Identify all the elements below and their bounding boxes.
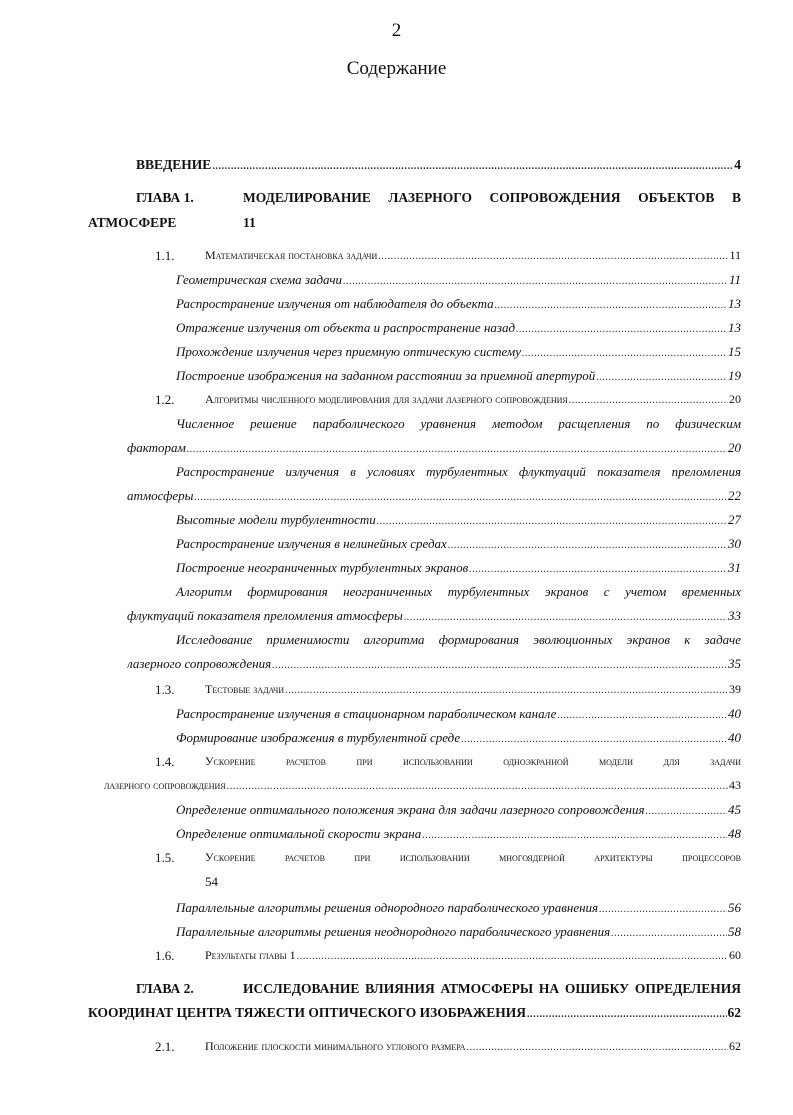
toc-entry-1-5-b[interactable] [176, 924, 741, 940]
toc-page: 13 [728, 320, 741, 335]
toc-page: 19 [728, 368, 741, 383]
toc-entry-1-5-a[interactable] [176, 900, 741, 916]
toc-label: Результаты главы 1 [205, 948, 296, 962]
toc-leader [272, 660, 727, 671]
toc-entry-1-1[interactable] [205, 248, 741, 263]
toc-label: Формирование изображения в турбулентной среде [176, 730, 461, 745]
toc-label: Определение оптимальной скорости экрана [176, 826, 422, 841]
toc-leader [448, 540, 727, 551]
toc-label: лазерного сопровождения [104, 778, 226, 792]
toc-leader [377, 516, 727, 527]
toc-page: 13 [728, 296, 741, 311]
toc-entry-1-3-a[interactable] [176, 706, 741, 722]
toc-label: Распространение излучения в стационарном параболическом канале [176, 706, 557, 721]
toc-page: 62 [729, 1039, 741, 1053]
toc-page: 39 [729, 682, 741, 696]
toc-page: 33 [728, 608, 741, 623]
toc-leader [522, 348, 727, 359]
toc-leader [194, 492, 727, 503]
toc-page: 22 [728, 488, 741, 503]
toc-leader [378, 251, 728, 262]
toc-page: 31 [728, 560, 741, 575]
toc-entry-1-4-line1[interactable]: Ускорение расчетов при использовании одноэкранной модели для задачи [205, 754, 741, 768]
toc-page: 48 [728, 826, 741, 841]
toc-entry-1-2-d[interactable] [176, 536, 741, 552]
toc-entry-1-1-b[interactable] [176, 296, 741, 312]
page-title: Содержание [346, 58, 447, 79]
toc-entry-1-5-line1[interactable]: Ускорение расчетов при использовании многоядерной архитектуры процессоров [205, 850, 741, 864]
toc-page: 11 [728, 272, 741, 287]
toc-page: 11 [729, 248, 741, 262]
toc-label: Прохождение излучения через приемную оптическую систему [176, 344, 521, 359]
toc-entry-1-2-b-line1[interactable]: Распространение излучения в условиях турбулентных флуктуаций показателя преломления [176, 464, 741, 479]
toc-leader [599, 904, 727, 915]
toc-label: Построение неограниченных турбулентных экранов [176, 560, 469, 575]
toc-label: Положение плоскости минимального углового размера [205, 1039, 466, 1053]
toc-entry-1-2[interactable] [205, 392, 741, 407]
chapter-2-title-line1[interactable]: ИССЛЕДОВАНИЕ ВЛИЯНИЯ АТМОСФЕРЫ НА ОШИБКУ ОПРЕДЕЛЕНИЯ [243, 981, 741, 996]
toc-page: 56 [728, 900, 741, 915]
section-1-6-number: 1.6. [155, 948, 175, 963]
toc-leader [557, 710, 727, 721]
toc-page: 15 [728, 344, 741, 359]
page-number: 2 [391, 20, 402, 41]
toc-entry-1-2-e[interactable] [176, 560, 741, 576]
toc-label: Построение изображения на заданном расстоянии за приемной апертурой [176, 368, 596, 383]
chapter-1-page: 11 [243, 215, 256, 230]
toc-leader [611, 928, 727, 939]
toc-leader [469, 564, 727, 575]
section-1-2-number: 1.2. [155, 392, 175, 407]
toc-label: атмосферы [127, 488, 194, 503]
toc-page: 43 [729, 778, 741, 792]
toc-entry-1-6[interactable] [205, 948, 741, 963]
chapter-1-title-line1[interactable]: МОДЕЛИРОВАНИЕ ЛАЗЕРНОГО СОПРОВОЖДЕНИЯ ОБЪЕКТОВ В [243, 190, 741, 205]
toc-label: Высотные модели турбулентности [176, 512, 376, 527]
toc-entry-1-1-e[interactable] [176, 368, 741, 384]
toc-page: 40 [728, 706, 741, 721]
toc-leader [227, 781, 728, 792]
toc-entry-1-4-line2[interactable] [104, 778, 741, 793]
toc-page: 20 [729, 392, 741, 406]
toc-leader [646, 806, 727, 817]
toc-leader [461, 734, 727, 745]
toc-label: Параллельные алгоритмы решения неоднородного параболического уравнения [176, 924, 611, 939]
toc-entry-intro[interactable] [136, 157, 741, 173]
toc-entry-1-4-a[interactable] [176, 802, 741, 818]
toc-label: Распространение излучения от наблюдателя до объекта [176, 296, 494, 311]
toc-page: 60 [729, 948, 741, 962]
toc-entry-1-3[interactable] [205, 682, 741, 697]
toc-entry-1-3-b[interactable] [176, 730, 741, 746]
chapter-1-title-line2: АТМОСФЕРЕ [88, 215, 177, 230]
toc-leader [343, 276, 728, 287]
toc-label: Распространение излучения в нелинейных средах [176, 536, 447, 551]
chapter-1-number: ГЛАВА 1. [136, 190, 194, 205]
toc-entry-2-1[interactable] [205, 1039, 741, 1054]
chapter-2-title-line2[interactable] [88, 1005, 741, 1021]
toc-leader [527, 1009, 726, 1020]
toc-entry-1-2-g-line1[interactable]: Исследование применимости алгоритма формирования эволюционных экранов к задаче [176, 632, 741, 647]
toc-entry-1-2-f-line1[interactable]: Алгоритм формирования неограниченных турбулентных экранов с учетом временных [176, 584, 741, 599]
toc-leader [467, 1042, 728, 1053]
toc-entry-1-1-c[interactable] [176, 320, 741, 336]
toc-label: Геометрическая схема задачи [176, 272, 343, 287]
section-1-3-number: 1.3. [155, 682, 175, 697]
toc-entry-1-5-page: 54 [205, 874, 218, 889]
section-2-1-number: 2.1. [155, 1039, 175, 1054]
toc-entry-1-1-d[interactable] [176, 344, 741, 360]
toc-page: 30 [728, 536, 741, 551]
toc-entry-1-2-g-line2[interactable] [127, 656, 741, 672]
toc-label: Тестовые задачи [205, 682, 285, 696]
toc-entry-1-2-f-line2[interactable] [127, 608, 741, 624]
toc-label: флуктуаций показателя преломления атмосферы [127, 608, 403, 623]
toc-label: ВВЕДЕНИЕ [136, 157, 212, 172]
toc-page: 45 [728, 802, 741, 817]
toc-entry-1-2-a-line1[interactable]: Численное решение параболического уравнения методом расщепления по физическим [176, 416, 741, 431]
toc-label: факторам [127, 440, 186, 455]
toc-label: Отражение излучения от объекта и распространение назад [176, 320, 516, 335]
chapter-2-number: ГЛАВА 2. [136, 981, 194, 996]
toc-entry-1-2-b-line2[interactable] [127, 488, 741, 504]
toc-leader [516, 324, 727, 335]
toc-page: 20 [728, 440, 741, 455]
toc-label: КООРДИНАТ ЦЕНТРА ТЯЖЕСТИ ОПТИЧЕСКОГО ИЗОБРАЖЕНИЯ [88, 1005, 527, 1020]
section-1-1-number: 1.1. [155, 248, 175, 263]
toc-leader [495, 300, 727, 311]
toc-entry-1-1-a[interactable] [176, 272, 741, 288]
toc-leader [404, 612, 727, 623]
toc-leader [212, 161, 733, 172]
toc-entry-1-2-a-line2[interactable] [127, 440, 741, 456]
toc-label: лазерного сопровождения [127, 656, 272, 671]
toc-label: Параллельные алгоритмы решения однородного параболического уравнения [176, 900, 599, 915]
toc-leader [596, 372, 727, 383]
toc-leader [422, 830, 727, 841]
toc-page: 62 [727, 1005, 741, 1020]
toc-label: Алгоритмы численного моделирования для задачи лазерного сопровождения [205, 392, 568, 406]
section-1-4-number: 1.4. [155, 754, 175, 769]
toc-page: 27 [728, 512, 741, 527]
toc-entry-1-2-c[interactable] [176, 512, 741, 528]
toc-label: Определение оптимального положения экрана для задачи лазерного сопровождения [176, 802, 645, 817]
toc-page: 35 [728, 656, 741, 671]
toc-leader [285, 685, 728, 696]
section-1-5-number: 1.5. [155, 850, 175, 865]
toc-leader [569, 395, 728, 406]
toc-page: 58 [728, 924, 741, 939]
toc-entry-1-4-b[interactable] [176, 826, 741, 842]
toc-label: Математическая постановка задачи [205, 248, 378, 262]
toc-page: 4 [734, 157, 741, 172]
toc-page: 40 [728, 730, 741, 745]
toc-leader [297, 951, 728, 962]
toc-leader [187, 444, 727, 455]
